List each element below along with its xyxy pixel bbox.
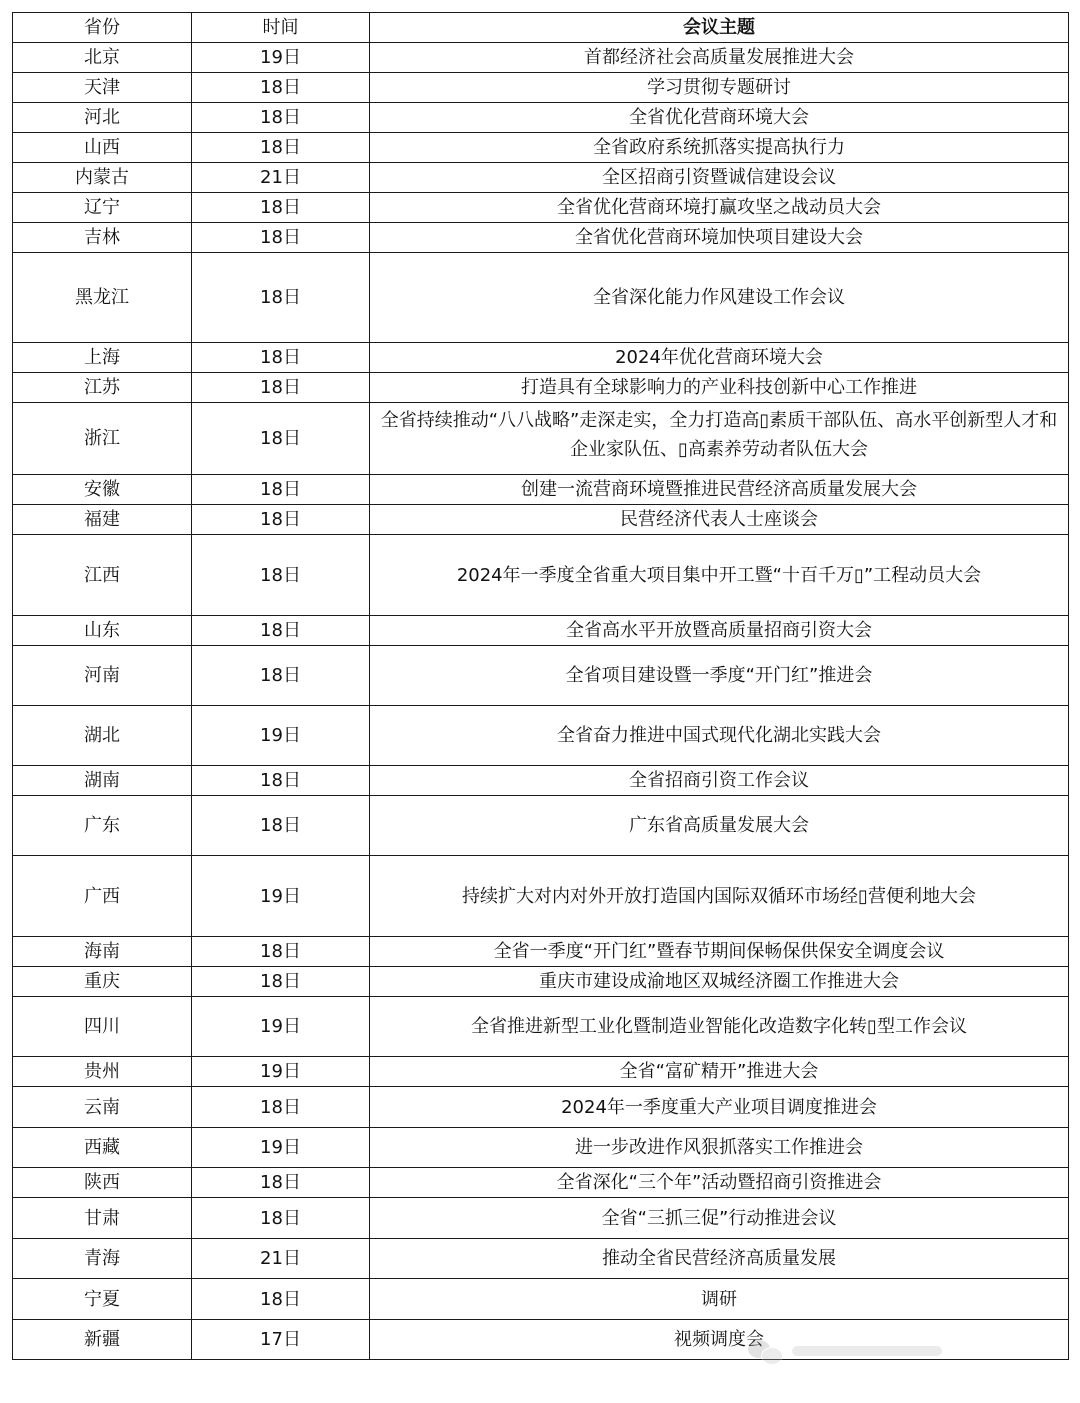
cell-province: 湖南 <box>13 766 192 796</box>
cell-province: 新疆 <box>13 1320 192 1360</box>
table-row <box>13 766 1069 796</box>
cell-time: 17日 <box>192 1320 370 1360</box>
table-row <box>13 505 1069 535</box>
cell-time: 21日 <box>192 1239 370 1279</box>
cell-topic: 全省项目建设暨一季度“开门红”推进会 <box>370 646 1069 706</box>
cell-topic: 首都经济社会高质量发展推进大会 <box>370 43 1069 73</box>
cell-time: 19日 <box>192 43 370 73</box>
cell-time: 19日 <box>192 706 370 766</box>
table-row <box>13 856 1069 937</box>
cell-province: 福建 <box>13 505 192 535</box>
cell-province: 甘肃 <box>13 1198 192 1239</box>
clipped-topic: 全省持续推动“八八战略”走深走实，全力打造高▯素质干部队伍、高水平创新型人才和企业家队伍、▯高素养劳动者队伍大会 <box>380 410 1058 460</box>
cell-province: 山西 <box>13 133 192 163</box>
table-row <box>13 133 1069 163</box>
cell-province: 四川 <box>13 997 192 1057</box>
cell-topic: 学习贯彻专题研讨 <box>370 73 1069 103</box>
cell-time: 18日 <box>192 103 370 133</box>
cell-time: 18日 <box>192 343 370 373</box>
cell-time: 18日 <box>192 1168 370 1198</box>
cell-time: 18日 <box>192 646 370 706</box>
cell-time: 18日 <box>192 616 370 646</box>
table-row <box>13 706 1069 766</box>
cell-topic: 广东省高质量发展大会 <box>370 796 1069 856</box>
table-row <box>13 43 1069 73</box>
cell-topic: 全省深化能力作风建设工作会议 <box>370 253 1069 343</box>
cell-time: 18日 <box>192 1198 370 1239</box>
table-row <box>13 535 1069 616</box>
table-row <box>13 223 1069 253</box>
cell-province: 江西 <box>13 535 192 616</box>
table-row <box>13 253 1069 343</box>
cell-province: 西藏 <box>13 1128 192 1168</box>
cell-time: 18日 <box>192 967 370 997</box>
cell-topic: 全省招商引资工作会议 <box>370 766 1069 796</box>
cell-province: 辽宁 <box>13 193 192 223</box>
table-row <box>13 1057 1069 1087</box>
cell-topic: 全省优化营商环境打赢攻坚之战动员大会 <box>370 193 1069 223</box>
cell-topic: 全省高水平开放暨高质量招商引资大会 <box>370 616 1069 646</box>
cell-topic: 全省奋力推进中国式现代化湖北实践大会 <box>370 706 1069 766</box>
cell-time: 19日 <box>192 997 370 1057</box>
cell-topic: 全省政府系统抓落实提高执行力 <box>370 133 1069 163</box>
cell-topic: 全省优化营商环境大会 <box>370 103 1069 133</box>
cell-time: 18日 <box>192 535 370 616</box>
cell-province: 内蒙古 <box>13 163 192 193</box>
cell-province: 黑龙江 <box>13 253 192 343</box>
province-meeting-table <box>12 12 1069 1360</box>
cell-province: 安徽 <box>13 475 192 505</box>
cell-province: 海南 <box>13 937 192 967</box>
header-province: 省份 <box>13 13 192 43</box>
table-header-row <box>13 13 1069 43</box>
cell-topic: 创建一流营商环境暨推进民营经济高质量发展大会 <box>370 475 1069 505</box>
cell-province: 广东 <box>13 796 192 856</box>
cell-topic: 全省一季度“开门红”暨春节期间保畅保供保安全调度会议 <box>370 937 1069 967</box>
cell-province: 天津 <box>13 73 192 103</box>
table-row <box>13 475 1069 505</box>
table-row <box>13 103 1069 133</box>
cell-topic: 推动全省民营经济高质量发展 <box>370 1239 1069 1279</box>
cell-topic: 打造具有全球影响力的产业科技创新中心工作推进 <box>370 373 1069 403</box>
cell-province: 陕西 <box>13 1168 192 1198</box>
cell-time: 18日 <box>192 403 370 475</box>
cell-topic: 全省推进新型工业化暨制造业智能化改造数字化转▯型工作会议 <box>370 997 1069 1057</box>
table-row <box>13 796 1069 856</box>
table-row <box>13 373 1069 403</box>
table-row <box>13 1198 1069 1239</box>
table-row <box>13 1128 1069 1168</box>
cell-time: 18日 <box>192 505 370 535</box>
table-row <box>13 646 1069 706</box>
cell-time: 18日 <box>192 133 370 163</box>
cell-time: 18日 <box>192 193 370 223</box>
cell-topic: 全区招商引资暨诚信建设会议 <box>370 163 1069 193</box>
table-row <box>13 343 1069 373</box>
table-row <box>13 616 1069 646</box>
cell-time: 19日 <box>192 1057 370 1087</box>
cell-province: 广西 <box>13 856 192 937</box>
cell-topic: 全省“三抓三促”行动推进会议 <box>370 1198 1069 1239</box>
cell-topic: 视频调度会 <box>370 1320 1069 1360</box>
cell-province: 山东 <box>13 616 192 646</box>
table-row <box>13 997 1069 1057</box>
cell-province: 宁夏 <box>13 1279 192 1320</box>
watermark-blur <box>792 1346 942 1356</box>
table-row <box>13 967 1069 997</box>
cell-province: 浙江 <box>13 403 192 475</box>
table-row <box>13 403 1069 475</box>
cell-province: 青海 <box>13 1239 192 1279</box>
cell-topic: 民营经济代表人士座谈会 <box>370 505 1069 535</box>
cell-time: 18日 <box>192 1279 370 1320</box>
table-row <box>13 1087 1069 1128</box>
cell-time: 18日 <box>192 796 370 856</box>
cell-province: 云南 <box>13 1087 192 1128</box>
cell-province: 贵州 <box>13 1057 192 1087</box>
cell-topic: 2024年一季度重大产业项目调度推进会 <box>370 1087 1069 1128</box>
meeting-table-container <box>12 12 1069 1360</box>
cell-time: 18日 <box>192 937 370 967</box>
header-time: 时间 <box>192 13 370 43</box>
cell-topic: 全省“富矿精开”推进大会 <box>370 1057 1069 1087</box>
table-body <box>13 43 1069 1360</box>
table-row <box>13 163 1069 193</box>
cell-topic <box>370 403 1069 475</box>
cell-province: 吉林 <box>13 223 192 253</box>
cell-topic: 2024年一季度全省重大项目集中开工暨“十百千万▯”工程动员大会 <box>370 535 1069 616</box>
cell-time: 19日 <box>192 1128 370 1168</box>
cell-time: 18日 <box>192 475 370 505</box>
table-row <box>13 193 1069 223</box>
cell-province: 江苏 <box>13 373 192 403</box>
cell-time: 18日 <box>192 223 370 253</box>
cell-province: 重庆 <box>13 967 192 997</box>
cell-province: 上海 <box>13 343 192 373</box>
cell-topic: 调研 <box>370 1279 1069 1320</box>
table-row <box>13 1239 1069 1279</box>
cell-topic: 进一步改进作风狠抓落实工作推进会 <box>370 1128 1069 1168</box>
table-row <box>13 1168 1069 1198</box>
cell-time: 18日 <box>192 253 370 343</box>
cell-time: 18日 <box>192 1087 370 1128</box>
cell-topic: 重庆市建设成渝地区双城经济圈工作推进大会 <box>370 967 1069 997</box>
cell-time: 19日 <box>192 856 370 937</box>
cell-province: 北京 <box>13 43 192 73</box>
wechat-watermark <box>748 1338 942 1364</box>
table-row <box>13 937 1069 967</box>
cell-province: 河北 <box>13 103 192 133</box>
cell-topic: 全省深化“三个年”活动暨招商引资推进会 <box>370 1168 1069 1198</box>
cell-province: 河南 <box>13 646 192 706</box>
cell-topic: 全省优化营商环境加快项目建设大会 <box>370 223 1069 253</box>
cell-time: 18日 <box>192 766 370 796</box>
cell-time: 21日 <box>192 163 370 193</box>
table-row <box>13 1279 1069 1320</box>
wechat-icon <box>748 1338 782 1364</box>
header-topic: 会议主题 <box>370 13 1069 43</box>
table-row <box>13 73 1069 103</box>
cell-province: 湖北 <box>13 706 192 766</box>
cell-topic: 2024年优化营商环境大会 <box>370 343 1069 373</box>
cell-time: 18日 <box>192 373 370 403</box>
cell-time: 18日 <box>192 73 370 103</box>
cell-topic: 持续扩大对内对外开放打造国内国际双循环市场经▯营便利地大会 <box>370 856 1069 937</box>
